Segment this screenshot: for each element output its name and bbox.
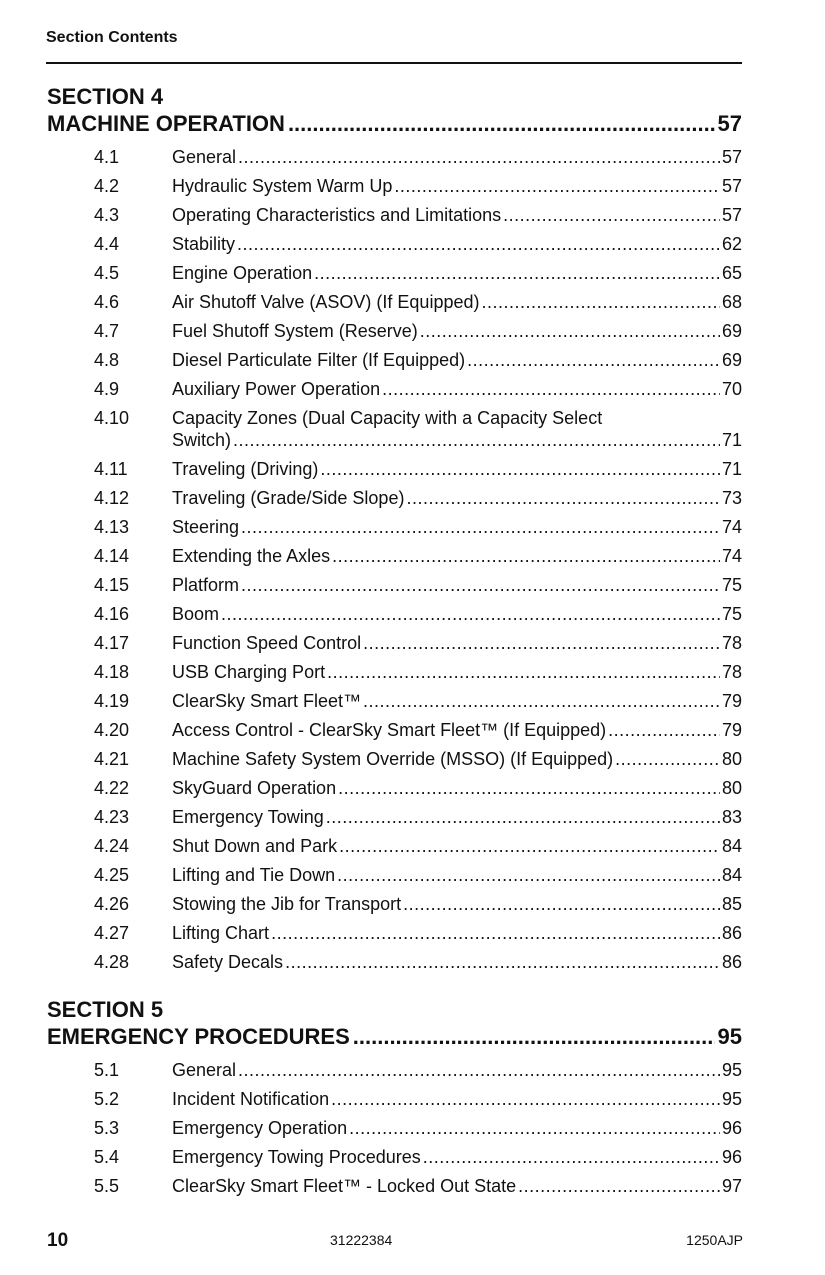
toc-entry[interactable] <box>47 629 742 658</box>
toc-entry-number: 4.18 <box>94 662 130 682</box>
toc-entry[interactable] <box>47 716 742 745</box>
toc-entry[interactable] <box>47 143 742 172</box>
toc-entry[interactable] <box>47 201 742 230</box>
toc-entry-number: 4.7 <box>94 321 120 341</box>
toc-entry-page: 83 <box>721 807 742 827</box>
toc-entry-title: Lifting Chart <box>172 923 270 943</box>
dot-leader <box>331 1085 720 1114</box>
toc-entry[interactable] <box>47 288 742 317</box>
toc-entry-page: 85 <box>721 894 742 914</box>
toc-entry[interactable] <box>47 484 742 513</box>
section-4-block <box>47 83 742 977</box>
dot-leader <box>271 919 720 948</box>
toc-entry-number: 4.14 <box>94 546 130 566</box>
dot-leader <box>403 890 720 919</box>
dot-leader <box>503 201 720 230</box>
toc-entry-page: 80 <box>721 778 742 798</box>
toc-entry-title: General <box>172 147 237 167</box>
toc-entry-number: 4.1 <box>94 147 120 167</box>
toc-entry-title: Fuel Shutoff System (Reserve) <box>172 321 418 341</box>
toc-entry-page: 74 <box>721 517 742 537</box>
toc-entry-title: Incident Notification <box>172 1089 330 1109</box>
toc-entry[interactable] <box>47 861 742 890</box>
toc-entry-title: Stowing the Jib for Transport <box>172 894 402 914</box>
toc-entry-page: 86 <box>721 952 742 972</box>
toc-entry-title: Lifting and Tie Down <box>172 865 336 885</box>
dot-leader <box>337 861 720 890</box>
toc-entry-title: Steering <box>172 517 240 537</box>
toc-entry-number: 4.22 <box>94 778 130 798</box>
toc-entry-title: Machine Safety System Override (MSSO) (If Equipped) <box>172 749 614 769</box>
toc-entry-page: 78 <box>721 633 742 653</box>
section-5-block <box>47 996 742 1201</box>
toc-entry-title: Access Control - ClearSky Smart Fleet™ (If Equipped) <box>172 720 607 740</box>
toc-entry-page: 70 <box>721 379 742 399</box>
toc-entry-number: 4.9 <box>94 379 120 399</box>
toc-entry-title: ClearSky Smart Fleet™ <box>172 691 362 711</box>
dot-leader <box>241 571 720 600</box>
toc-entry-number: 4.8 <box>94 350 120 370</box>
dot-leader <box>327 658 720 687</box>
toc-entry-number: 4.2 <box>94 176 120 196</box>
toc-entry-number: 4.4 <box>94 234 120 254</box>
section-4-title: MACHINE OPERATION <box>47 111 285 136</box>
toc-entry[interactable] <box>47 600 742 629</box>
toc-entry-title: General <box>172 1060 237 1080</box>
dot-leader <box>338 774 720 803</box>
toc-entry-number: 4.10 <box>94 408 130 428</box>
dot-leader <box>241 513 720 542</box>
toc-entry[interactable] <box>47 259 742 288</box>
toc-entry-title: Platform <box>172 575 240 595</box>
dot-leader <box>406 484 720 513</box>
toc-entry[interactable] <box>47 455 742 484</box>
toc-entry-page: 95 <box>721 1060 742 1080</box>
dot-leader <box>221 600 720 629</box>
toc-entry-page: 79 <box>721 720 742 740</box>
toc-entry-number: 4.21 <box>94 749 130 769</box>
dot-leader <box>238 143 720 172</box>
dot-leader <box>332 542 720 571</box>
dot-leader <box>320 455 720 484</box>
toc-entry[interactable] <box>47 375 742 404</box>
dot-leader <box>467 346 720 375</box>
toc-entry[interactable] <box>47 513 742 542</box>
section-4-number: SECTION 4 <box>47 84 164 109</box>
toc-entry-number: 4.16 <box>94 604 130 624</box>
toc-entry-title: Extending the Axles <box>172 546 331 566</box>
toc-entry[interactable] <box>47 172 742 201</box>
toc-entry[interactable] <box>47 230 742 259</box>
toc-entry-title: Traveling (Grade/Side Slope) <box>172 488 405 508</box>
dot-leader <box>233 429 720 451</box>
toc-entry-page: 79 <box>721 691 742 711</box>
toc-entry-page: 69 <box>721 350 742 370</box>
section-5-page: 95 <box>717 1024 742 1049</box>
toc-entry-title: Auxiliary Power Operation <box>172 379 381 399</box>
toc-entry[interactable] <box>47 803 742 832</box>
toc-entry-title: Emergency Towing <box>172 807 324 827</box>
toc-entry-number: 4.23 <box>94 807 130 827</box>
toc-entry[interactable] <box>47 1114 742 1143</box>
footer-model: 1250AJP <box>686 1232 743 1248</box>
toc-entry-title: Operating Characteristics and Limitations <box>172 205 502 225</box>
footer-document-number: 31222384 <box>330 1232 393 1248</box>
toc-entry-page: 75 <box>721 604 742 624</box>
toc-entry-page: 68 <box>721 292 742 312</box>
toc-entry-title: Diesel Particulate Filter (If Equipped) <box>172 350 466 370</box>
toc-entry-title: Stability <box>172 234 236 254</box>
toc-entry-page: 57 <box>721 176 742 196</box>
toc-entry-page: 84 <box>721 865 742 885</box>
toc-entry[interactable] <box>47 346 742 375</box>
dot-leader <box>349 1114 720 1143</box>
toc-entry[interactable] <box>47 404 742 455</box>
toc-entry-page: 80 <box>721 749 742 769</box>
section-5-title: EMERGENCY PROCEDURES <box>47 1024 350 1049</box>
toc-entry-title: Air Shutoff Valve (ASOV) (If Equipped) <box>172 292 480 312</box>
toc-entry-page: 57 <box>721 147 742 167</box>
toc-entry-number: 4.17 <box>94 633 130 653</box>
toc-entry-number: 4.13 <box>94 517 130 537</box>
toc-entry-page: 84 <box>721 836 742 856</box>
toc-entry-page: 71 <box>721 459 742 479</box>
toc-entry-number: 4.15 <box>94 575 130 595</box>
toc-entry-title: Boom <box>172 604 220 624</box>
toc-entry[interactable] <box>47 1085 742 1114</box>
toc-entry-title-continued: Switch) <box>172 430 232 450</box>
toc-entry-number: 5.4 <box>94 1147 120 1167</box>
dot-leader <box>423 1143 720 1172</box>
dot-leader <box>238 1056 720 1085</box>
dot-leader <box>481 288 719 317</box>
toc-entry-page: 74 <box>721 546 742 566</box>
toc-entry-title: Hydraulic System Warm Up <box>172 176 393 196</box>
toc-entry-number: 4.20 <box>94 720 130 740</box>
toc-entry[interactable] <box>47 745 742 774</box>
toc-entry-number: 5.1 <box>94 1060 120 1080</box>
toc-entry-page: 69 <box>721 321 742 341</box>
toc-entry[interactable] <box>47 1172 742 1201</box>
toc-entry-title: Traveling (Driving) <box>172 459 319 479</box>
toc-entry-page: 65 <box>721 263 742 283</box>
section-5-toc-list <box>47 1056 742 1201</box>
section-4-heading[interactable] <box>47 110 742 137</box>
dot-leader <box>608 716 720 745</box>
toc-entry[interactable] <box>47 317 742 346</box>
toc-entry-number: 5.5 <box>94 1176 120 1196</box>
toc-entry-number: 4.27 <box>94 923 130 943</box>
toc-entry-number: 4.24 <box>94 836 130 856</box>
toc-entry-page: 96 <box>721 1118 742 1138</box>
toc-entry-page: 73 <box>721 488 742 508</box>
toc-entry-page: 62 <box>721 234 742 254</box>
toc-entry-number: 4.11 <box>94 459 128 479</box>
dot-leader <box>326 803 720 832</box>
toc-entry[interactable] <box>47 542 742 571</box>
dot-leader <box>394 172 720 201</box>
section-4-page: 57 <box>717 111 742 136</box>
dot-leader <box>314 259 720 288</box>
toc-entry-page: 86 <box>721 923 742 943</box>
toc-entry-number: 4.3 <box>94 205 120 225</box>
toc-entry-page: 96 <box>721 1147 742 1167</box>
toc-entry-page: 78 <box>721 662 742 682</box>
toc-entry-title: SkyGuard Operation <box>172 778 337 798</box>
toc-entry[interactable] <box>47 919 742 948</box>
header-divider <box>46 62 742 64</box>
toc-entry[interactable] <box>47 687 742 716</box>
dot-leader <box>420 317 720 346</box>
dot-leader <box>237 230 720 259</box>
toc-entry[interactable] <box>47 571 742 600</box>
toc-entry[interactable] <box>47 658 742 687</box>
toc-entry[interactable] <box>47 1143 742 1172</box>
toc-entry-number: 4.26 <box>94 894 130 914</box>
toc-entry-title: Function Speed Control <box>172 633 362 653</box>
section-5-number: SECTION 5 <box>47 997 164 1022</box>
dot-leader <box>363 687 720 716</box>
toc-entry-title: Capacity Zones (Dual Capacity with a Capacity Select <box>172 408 603 428</box>
toc-entry-number: 4.12 <box>94 488 130 508</box>
dot-leader <box>288 110 715 137</box>
toc-entry-title: Safety Decals <box>172 952 284 972</box>
toc-entry[interactable] <box>47 1056 742 1085</box>
toc-entry-title: Shut Down and Park <box>172 836 338 856</box>
toc-entry-number: 4.28 <box>94 952 130 972</box>
dot-leader <box>518 1172 720 1201</box>
toc-entry-title: Emergency Towing Procedures <box>172 1147 421 1167</box>
toc-entry-number: 4.19 <box>94 691 130 711</box>
toc-entry[interactable] <box>47 774 742 803</box>
dot-leader <box>363 629 720 658</box>
footer-page-number: 10 <box>47 1230 69 1251</box>
toc-entry-page: 71 <box>721 430 742 450</box>
toc-entry-page: 95 <box>721 1089 742 1109</box>
page-header-label: Section Contents <box>46 29 178 46</box>
dot-leader <box>285 948 720 977</box>
toc-entry[interactable] <box>47 890 742 919</box>
section-5-heading[interactable] <box>47 1023 742 1050</box>
toc-entry-number: 4.5 <box>94 263 120 283</box>
toc-entry-title: ClearSky Smart Fleet™ - Locked Out State <box>172 1176 517 1196</box>
toc-entry-title: Engine Operation <box>172 263 313 283</box>
toc-entry-number: 4.25 <box>94 865 130 885</box>
toc-entry-number: 5.2 <box>94 1089 120 1109</box>
toc-entry-page: 97 <box>721 1176 742 1196</box>
toc-entry-title: USB Charging Port <box>172 662 326 682</box>
dot-leader <box>353 1023 715 1050</box>
dot-leader <box>382 375 720 404</box>
toc-entry[interactable] <box>47 832 742 861</box>
toc-entry-title: Emergency Operation <box>172 1118 348 1138</box>
toc-entry-number: 4.6 <box>94 292 120 312</box>
toc-entry-page: 57 <box>721 205 742 225</box>
section-4-toc-list <box>47 143 742 977</box>
dot-leader <box>339 832 720 861</box>
dot-leader <box>615 745 720 774</box>
toc-entry-page: 75 <box>721 575 742 595</box>
toc-entry-number: 5.3 <box>94 1118 120 1138</box>
toc-entry[interactable] <box>47 948 742 977</box>
